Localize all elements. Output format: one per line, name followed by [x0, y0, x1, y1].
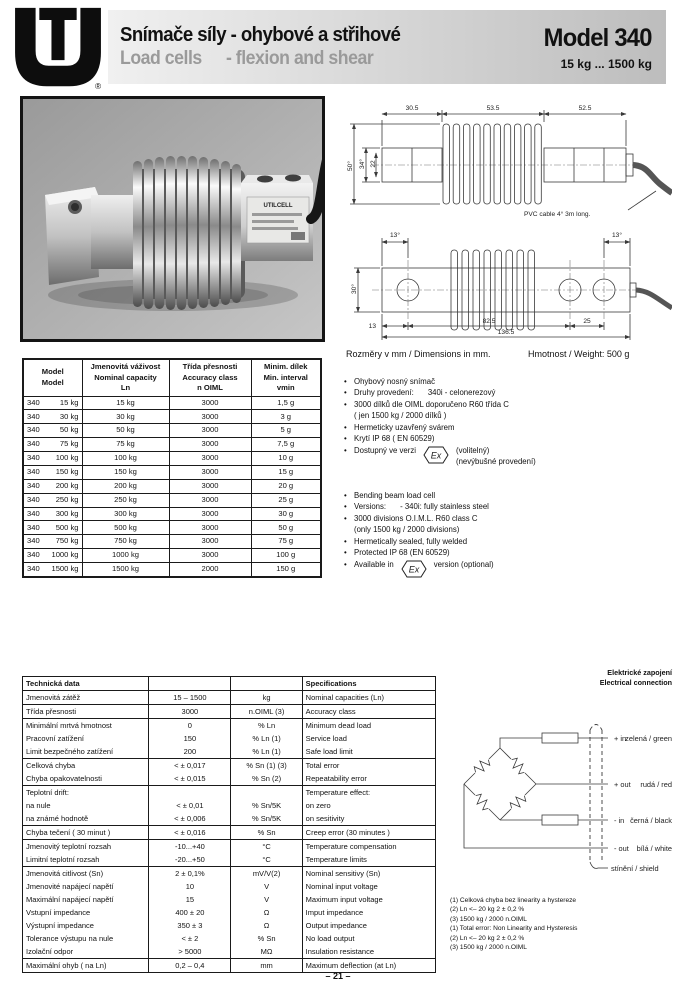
tech-row	[23, 691, 436, 705]
capacity-row	[23, 549, 321, 563]
cell-model: 340 15 kg	[23, 396, 82, 410]
feature-item: • 3000 divisions O.I.M.L. R60 class C	[344, 513, 478, 523]
cell-model: 340 30 kg	[23, 410, 82, 424]
capacity-row	[23, 563, 321, 577]
svg-text:82.5: 82.5	[482, 318, 496, 325]
title-bar	[108, 10, 666, 84]
capacity-row	[23, 479, 321, 493]
tech-row	[23, 826, 436, 840]
tech-label-en: Imput impedance	[302, 906, 435, 919]
wire-white: bílá / white	[636, 844, 672, 853]
tech-label-cs: Jmenovitý teplotní rozsah	[26, 842, 112, 851]
tech-unit: Ω	[231, 919, 302, 932]
tech-label-en: Temperature effect:	[302, 786, 435, 800]
tech-value	[149, 786, 231, 800]
cell-class: 3000	[169, 493, 251, 507]
cell-capacity: 15 kg	[82, 396, 169, 410]
header-accuracy: Třída přesnosti Accuracy class n OIML	[169, 359, 251, 396]
cell-class: 3000	[169, 424, 251, 438]
cell-capacity: 100 kg	[82, 452, 169, 466]
cable-top	[636, 290, 672, 308]
tech-row	[23, 945, 436, 959]
cell-model: 340 1500 kg	[23, 563, 82, 577]
photo-label: UTILCELL	[263, 203, 293, 209]
electrical-title: Elektrické zapojení Electrical connection	[599, 668, 672, 687]
tech-label-en: Insulation resistance	[302, 945, 435, 959]
tech-label-cs: Limit bezpečného zatížení	[26, 747, 114, 756]
capacity-row	[23, 535, 321, 549]
tech-unit: kg	[231, 691, 302, 705]
tech-row	[23, 867, 436, 881]
tech-unit: % Sn	[231, 932, 302, 945]
footnotes	[450, 896, 577, 952]
tech-label-en: Maximum input voltage	[302, 893, 435, 906]
svg-text:30°: 30°	[351, 284, 358, 294]
page-subtitle: Load cells - flexion and shear	[120, 48, 374, 69]
tech-label-cs: Chyba tečení ( 30 minut )	[26, 828, 111, 837]
cell-class: 3000	[169, 452, 251, 466]
drawing-top-view	[338, 224, 672, 344]
tech-row	[23, 745, 436, 759]
cell-class: 3000	[169, 507, 251, 521]
tech-label-en: No load output	[302, 932, 435, 945]
cell-capacity: 150 kg	[82, 465, 169, 479]
feature-ex-czech: • Dostupný ve verzi Ex (volitelný) (nevýbušné provedení)	[344, 446, 536, 467]
tech-value: > 5000	[149, 945, 231, 959]
cell-class: 3000	[169, 549, 251, 563]
tech-value: < ± 0,015	[149, 772, 231, 786]
cell-interval: 150 g	[251, 563, 321, 577]
svg-text:25: 25	[583, 318, 591, 325]
cell-interval: 5 g	[251, 424, 321, 438]
tech-label-cs: Minimální mrtvá hmotnost	[26, 721, 112, 730]
cell-class: 3000	[169, 438, 251, 452]
cell-capacity: 750 kg	[82, 535, 169, 549]
technical-data-table	[22, 676, 436, 973]
tech-unit: % Sn/5K	[231, 812, 302, 826]
cell-interval: 3 g	[251, 410, 321, 424]
tech-value: < ± 0,017	[149, 759, 231, 773]
tech-label-en: Repeatability error	[302, 772, 435, 786]
cell-model: 340 100 kg	[23, 452, 82, 466]
tech-label-cs: Teplotní drift:	[26, 788, 69, 797]
capacity-range: 15 kg ... 1500 kg	[560, 56, 652, 71]
tech-row	[23, 732, 436, 745]
feature-item: • 3000 dílků dle OIML doporučeno R60 třída C	[344, 399, 509, 409]
feature-item: • Bending beam load cell	[344, 491, 436, 500]
cell-class: 2000	[169, 563, 251, 577]
cell-model: 340 300 kg	[23, 507, 82, 521]
feature-item: • Ohybový nosný snímač	[344, 377, 436, 386]
cell-class: 3000	[169, 396, 251, 410]
tech-label-en: Nominal input voltage	[302, 880, 435, 893]
tech-value: 0	[149, 719, 231, 733]
electrical-diagram	[448, 714, 674, 880]
capacity-header-row	[23, 359, 321, 396]
tech-unit	[231, 786, 302, 800]
cell-class: 3000	[169, 521, 251, 535]
tech-label-cs: Maximální napájecí napětí	[26, 895, 114, 904]
tech-label-en: Temperature compensation	[302, 840, 435, 854]
feature-item: • Druhy provedení: 340i - celonerezový	[344, 388, 496, 398]
tech-unit: MΩ	[231, 945, 302, 959]
tech-unit: % Sn (1) (3)	[231, 759, 302, 773]
page-title: Snímače síly - ohybové a střihové	[120, 24, 401, 46]
feature-ex-english: • Available in Ex version (optional)	[344, 559, 676, 578]
tech-value: 15	[149, 893, 231, 906]
capacity-row	[23, 452, 321, 466]
wire-black: černá / black	[630, 816, 672, 825]
tech-value: 10	[149, 880, 231, 893]
cell-capacity: 30 kg	[82, 410, 169, 424]
ex-symbol-icon	[423, 446, 449, 464]
weight-caption: Hmotnost / Weight: 500 g	[528, 349, 630, 359]
tech-value: 200	[149, 745, 231, 759]
tech-label-cs: Pracovní zatížení	[26, 734, 84, 743]
features-czech	[344, 376, 676, 467]
svg-text:Ex: Ex	[430, 450, 442, 461]
tech-unit: Ω	[231, 906, 302, 919]
cell-class: 3000	[169, 479, 251, 493]
capacity-row	[23, 396, 321, 410]
tech-label-en: Safe load limit	[302, 745, 435, 759]
feature-item: • Krytí IP 68 ( EN 60529)	[344, 434, 435, 444]
terminal-plus-in: + in	[614, 734, 627, 743]
tech-row	[23, 893, 436, 906]
feature-item: • Hermeticky uzavřený svárem	[344, 422, 455, 432]
svg-text:13°: 13°	[390, 232, 400, 239]
cell-capacity: 500 kg	[82, 521, 169, 535]
dimensions-caption: Rozměry v mm / Dimensions in mm.	[346, 349, 491, 359]
tech-label-en: Creep error (30 minutes )	[302, 826, 435, 840]
svg-text:52.5: 52.5	[578, 105, 592, 112]
tech-value: < ± 2	[149, 932, 231, 945]
feature-item: • Hermetically sealed, fully welded	[344, 536, 468, 546]
cell-interval: 20 g	[251, 479, 321, 493]
model-number: Model 340	[543, 23, 652, 52]
cell-interval: 15 g	[251, 465, 321, 479]
tech-unit: mV/V(2)	[231, 867, 302, 881]
capacity-row	[23, 493, 321, 507]
tech-row	[23, 705, 436, 719]
tech-row	[23, 932, 436, 945]
terminal-minus-in: - in	[614, 816, 625, 825]
cable-sheath	[590, 725, 602, 861]
tech-label-cs: Celková chyba	[26, 761, 76, 770]
cable-label: PVC cable 4° 3m long.	[524, 211, 591, 218]
tech-title-en: Specifications	[302, 677, 435, 691]
tech-row	[23, 906, 436, 919]
wire-red: rudá / red	[640, 780, 672, 789]
cell-model: 340 500 kg	[23, 521, 82, 535]
tech-value: -10...+40	[149, 840, 231, 854]
tech-label-cs: Výstupní impedance	[26, 921, 94, 930]
cell-interval: 10 g	[251, 452, 321, 466]
capacity-table	[22, 358, 322, 578]
capacity-row	[23, 410, 321, 424]
tech-label-cs: Chyba opakovatelnosti	[26, 774, 102, 783]
cell-interval: 100 g	[251, 549, 321, 563]
tech-label-cs: Limitní teplotní rozsah	[26, 855, 100, 864]
tech-value: -20...+50	[149, 853, 231, 867]
tech-label-en: Service load	[302, 732, 435, 745]
tech-unit: % Sn/5K	[231, 799, 302, 812]
footnote: (1) Celková chyba bez linearity a hystereze	[450, 897, 577, 904]
cell-capacity: 300 kg	[82, 507, 169, 521]
cable-side	[633, 165, 672, 193]
svg-text:53.5: 53.5	[486, 105, 500, 112]
tech-label-en: Temperature limits	[302, 853, 435, 867]
cell-model: 340 250 kg	[23, 493, 82, 507]
cell-model: 340 200 kg	[23, 479, 82, 493]
tech-label-en: Maximum deflection (at Ln)	[302, 959, 435, 973]
tech-label-en: Accuracy class	[302, 705, 435, 719]
tech-unit: % Sn (2)	[231, 772, 302, 786]
cell-class: 3000	[169, 465, 251, 479]
tech-value: 400 ± 20	[149, 906, 231, 919]
svg-text:13°: 13°	[612, 232, 622, 239]
cell-class: 3000	[169, 410, 251, 424]
tech-label-en: Nominal capacities (Ln)	[302, 691, 435, 705]
cell-class: 3000	[169, 535, 251, 549]
tech-label-cs: Třída přesnosti	[26, 707, 77, 716]
drawing-side-view	[338, 96, 672, 224]
bellows-side	[443, 124, 541, 204]
tech-row	[23, 799, 436, 812]
tech-unit: % Ln	[231, 719, 302, 733]
cell-model: 340 750 kg	[23, 535, 82, 549]
bellows	[133, 156, 245, 310]
tech-unit: mm	[231, 959, 302, 973]
cell-interval: 25 g	[251, 493, 321, 507]
tech-row	[23, 719, 436, 733]
cell-interval: 30 g	[251, 507, 321, 521]
tech-title-cs: Technická data	[23, 677, 149, 691]
capacity-row	[23, 465, 321, 479]
cell-model: 340 75 kg	[23, 438, 82, 452]
tech-label-en: on sesitivity	[302, 812, 435, 826]
feature-item: (only 1500 kg / 2000 divisions)	[354, 525, 460, 535]
tech-value: 150	[149, 732, 231, 745]
cell-interval: 1,5 g	[251, 396, 321, 410]
cell-capacity: 250 kg	[82, 493, 169, 507]
tech-value: 2 ± 0,1%	[149, 867, 231, 881]
tech-label-en: Total error	[302, 759, 435, 773]
capacity-row	[23, 521, 321, 535]
tech-row	[23, 880, 436, 893]
features-english	[344, 490, 676, 578]
tech-unit: V	[231, 880, 302, 893]
footnote: (2) Ln <– 20 kg 2 ± 0,2 %	[450, 906, 525, 914]
tech-label-cs: Izolační odpor	[26, 947, 74, 956]
tech-label-cs: Jmenovité napájecí napětí	[26, 882, 114, 891]
feature-item: • Protected IP 68 (EN 60529)	[344, 548, 450, 558]
tech-value: < ± 0,01	[149, 799, 231, 812]
tech-label-cs: Jmenovitá zátěž	[26, 693, 81, 702]
footnote: (3) 1500 kg / 2000 n.OIML	[450, 944, 527, 952]
terminal-plus-out: + out	[614, 780, 631, 789]
header-capacity: Jmenovitá váživost Nominal capacity Ln	[82, 359, 169, 396]
terminal-minus-out: - out	[614, 844, 629, 853]
tech-label-en: Output impedance	[302, 919, 435, 932]
capacity-row	[23, 507, 321, 521]
wire-green: zelená / green	[625, 734, 672, 743]
tech-label-en: Nominal sensitivy (Sn)	[302, 867, 435, 881]
tech-row	[23, 853, 436, 867]
svg-text:13: 13	[368, 323, 376, 330]
tech-unit: °C	[231, 840, 302, 854]
svg-text:30.5: 30.5	[405, 105, 419, 112]
tech-label-cs: Maximální ohyb ( na Ln)	[26, 961, 107, 970]
cell-model: 340 150 kg	[23, 465, 82, 479]
terminal-shield: stínění / shield	[611, 864, 659, 873]
tech-label-cs: Tolerance výstupu na nule	[26, 934, 114, 943]
tech-unit: V	[231, 893, 302, 906]
tech-label-cs: na nule	[26, 801, 51, 810]
tech-value: 3000	[149, 705, 231, 719]
tech-value: < ± 0,006	[149, 812, 231, 826]
registered-mark: ®	[95, 81, 102, 90]
cell-capacity: 1000 kg	[82, 549, 169, 563]
wheatstone-bridge	[464, 748, 536, 820]
tech-value: 0,2 – 0,4	[149, 959, 231, 973]
tech-unit: °C	[231, 853, 302, 867]
cell-model: 340 1000 kg	[23, 549, 82, 563]
svg-text:50°: 50°	[347, 161, 354, 171]
tech-unit: % Ln (1)	[231, 732, 302, 745]
tech-label-en: on zero	[302, 799, 435, 812]
tech-label-en: Minimum dead load	[302, 719, 435, 733]
utilcell-logo	[10, 6, 106, 90]
footnote: (2) Ln <– 20 kg 2 ± 0,2 %	[450, 934, 525, 942]
feature-item: ( jen 1500 kg / 2000 dílků )	[354, 411, 447, 421]
page-number: – 21 –	[325, 971, 351, 981]
tech-value: 350 ± 3	[149, 919, 231, 932]
header-interval: Minim. dílek Min. interval vmin	[251, 359, 321, 396]
svg-text:136.5: 136.5	[497, 329, 515, 336]
cell-interval: 75 g	[251, 535, 321, 549]
capacity-row	[23, 438, 321, 452]
tech-row	[23, 759, 436, 773]
svg-text:Ex: Ex	[408, 564, 420, 575]
cell-model: 340 50 kg	[23, 424, 82, 438]
cell-interval: 50 g	[251, 521, 321, 535]
tech-unit: n.OIML (3)	[231, 705, 302, 719]
tech-label-cs: na známé hodnotě	[26, 814, 89, 823]
tech-unit: % Ln (1)	[231, 745, 302, 759]
tech-value: 15 – 1500	[149, 691, 231, 705]
ex-symbol-icon	[401, 560, 427, 578]
tech-row	[23, 919, 436, 932]
tech-header-row	[23, 677, 436, 691]
feature-item: • Versions: - 340i: fully stainless steel	[344, 502, 489, 512]
tech-value: < ± 0,016	[149, 826, 231, 840]
cell-capacity: 75 kg	[82, 438, 169, 452]
tech-row	[23, 812, 436, 826]
capacity-row	[23, 424, 321, 438]
header-model: Model Model	[23, 359, 82, 396]
tech-label-cs: Vstupní impedance	[26, 908, 91, 917]
tech-unit: % Sn	[231, 826, 302, 840]
svg-text:34°: 34°	[359, 159, 366, 169]
tech-label-cs: Jmenovitá citlivost (Sn)	[26, 869, 104, 878]
footnote: (3) 1500 kg / 2000 n.OIML	[450, 915, 527, 923]
load-cell-photo	[20, 96, 325, 342]
tech-row	[23, 840, 436, 854]
cell-capacity: 1500 kg	[82, 563, 169, 577]
tech-row	[23, 772, 436, 786]
svg-text:22: 22	[370, 160, 377, 168]
cell-interval: 7,5 g	[251, 438, 321, 452]
cell-capacity: 50 kg	[82, 424, 169, 438]
footnote: (1) Total error: Non Linearity and Hysteresis	[450, 925, 578, 933]
cell-capacity: 200 kg	[82, 479, 169, 493]
tech-row	[23, 786, 436, 800]
